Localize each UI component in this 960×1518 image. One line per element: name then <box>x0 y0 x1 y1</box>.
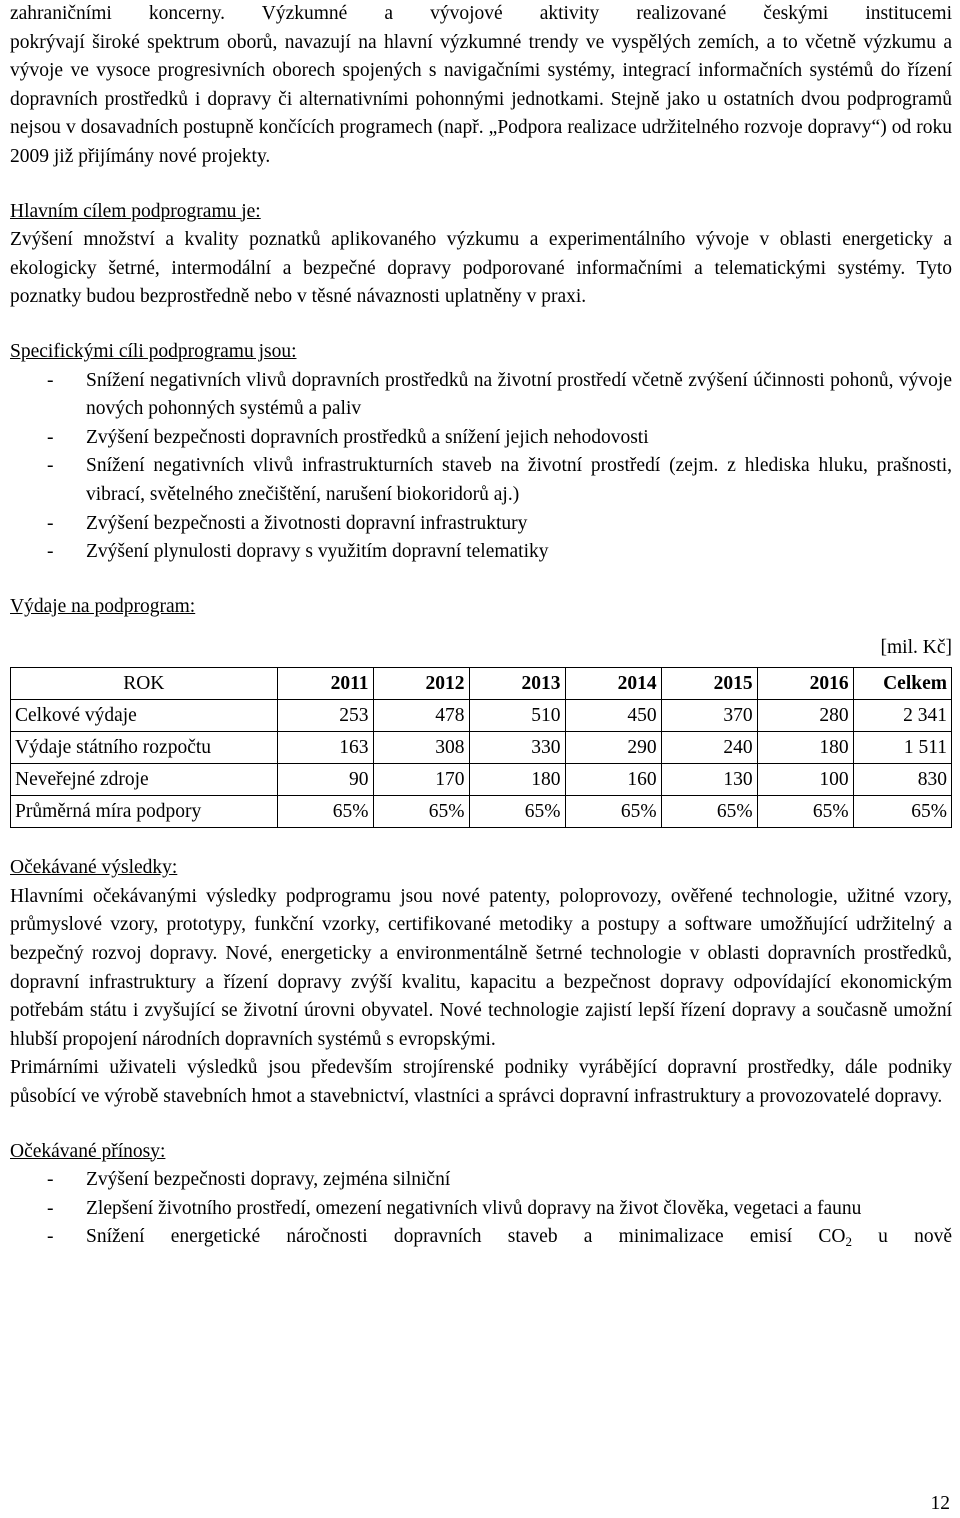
table-cell: Průměrná míra podpory <box>11 796 278 828</box>
table-cell: 450 <box>565 700 661 732</box>
table-cell: 65% <box>469 796 565 828</box>
table-cell: 290 <box>565 732 661 764</box>
table-cell: 180 <box>469 764 565 796</box>
table-header-cell: 2012 <box>373 668 469 700</box>
table-header-cell: ROK <box>11 668 278 700</box>
document-page <box>10 0 952 1252</box>
list-item-text: Snížení negativních vlivů infrastrukturních staveb na životní prostředí (zejm. z hlediska hluku, prašnosti, vibrací, světelného znečištění, narušení biokoridorů aj.) <box>86 455 952 505</box>
specific-goals-heading: Specifickými cíli podprogramu jsou: <box>10 340 297 362</box>
list-item <box>10 1195 952 1224</box>
benefits-heading: Očekávané přínosy: <box>10 1140 166 1162</box>
main-goal-heading: Hlavním cílem podprogramu je: <box>10 200 261 222</box>
page-number: 12 <box>930 1493 950 1514</box>
list-item-tail: u nově <box>851 1226 953 1248</box>
subscript-text: 2 <box>845 1234 852 1250</box>
dash-marker: - <box>47 1226 54 1248</box>
table-header-cell: 2015 <box>661 668 757 700</box>
table-row <box>11 700 952 732</box>
list-item-text: Snížení energetické náročnosti dopravních staveb a minimalizace emisí CO <box>86 1226 846 1248</box>
table-cell: Neveřejné zdroje <box>11 764 278 796</box>
intro-first-line: zahraničními koncerny. Výzkumné a vývojové aktivity realizované českými institucemi <box>10 3 952 24</box>
table-cell: 370 <box>661 700 757 732</box>
table-header-cell: 2014 <box>565 668 661 700</box>
table-cell: 160 <box>565 764 661 796</box>
list-item <box>10 367 952 424</box>
table-header-cell: Celkem <box>853 668 951 700</box>
table-cell: 510 <box>469 700 565 732</box>
intro-paragraph: pokrývají široké spektrum oborů, navazují na hlavní výzkumné trendy ve vyspělých zemích, a to včetně výzkumu a vývoje ve vysoce progresivních oborech spojených s navigačními systémy, integrací informačních systémů do řízení dopravních prostředků i dopravy či alternativními pohonnými jednotkami. Stejně jako u ostatních dvou podprogramů nejsou v dosavadních postupně končících programech (např. „Podpora realizace udržitelného rozvoje dopravy“) od roku 2009 již přijímány nové projekty. <box>10 31 952 167</box>
results-paragraph-1: Hlavními očekávanými výsledky podprogramu jsou nové patenty, poloprovozy, ověřené technologie, užitné vzory, průmyslové vzory, prototypy, funkční vzorky, certifikované metodiky a postupy a software umožňující udržitelný a bezpečný rozvoj dopravy. Nové, energeticky a environmentálně šetrné technologie v oblasti dopravních prostředků, dopravní infrastruktury a řízení dopravy zvýší kvalitu, kapacitu a bezpečnost dopravy odpovídající ekonomickým potřebám státu i zvyšující se životní úrovni obyvatel. Nové technologie zajistí lepší řízení dopravy a současně umožní hlubší propojení národních dopravních systémů s evropskými. <box>10 885 952 1050</box>
list-item-text: Zlepšení životního prostředí, omezení negativních vlivů dopravy na život člověka, vegetaci a faunu <box>86 1197 862 1219</box>
table-cell: 130 <box>661 764 757 796</box>
table-row <box>11 732 952 764</box>
dash-marker: - <box>47 1169 54 1191</box>
table-header-row <box>11 668 952 700</box>
table-cell: 100 <box>757 764 853 796</box>
benefits-list <box>10 1166 952 1252</box>
table-cell: 830 <box>853 764 951 796</box>
specific-goals-list <box>10 367 952 567</box>
table-row <box>11 796 952 828</box>
dash-marker: - <box>47 426 54 448</box>
table-cell: Celkové výdaje <box>11 700 278 732</box>
table-cell: 65% <box>565 796 661 828</box>
list-item-text: Zvýšení bezpečnosti dopravních prostředků a snížení jejich nehodovosti <box>86 426 649 448</box>
table-cell: 330 <box>469 732 565 764</box>
budget-heading: Výdaje na podprogram: <box>10 595 196 617</box>
table-cell: 1 511 <box>853 732 951 764</box>
table-header-cell: 2016 <box>757 668 853 700</box>
list-item <box>10 538 952 567</box>
table-header-cell: 2013 <box>469 668 565 700</box>
list-item-text: Snížení negativních vlivů dopravních prostředků na životní prostředí včetně zvýšení účinnosti pohonů, vývoje nových pohonných systémů a paliv <box>86 369 952 420</box>
list-item-text: Zvýšení bezpečnosti dopravy, zejména silniční <box>86 1169 451 1191</box>
dash-marker: - <box>47 369 54 391</box>
table-cell: 90 <box>277 764 373 796</box>
results-heading: Očekávané výsledky: <box>10 857 178 879</box>
table-header-cell: 2011 <box>277 668 373 700</box>
table-cell: 308 <box>373 732 469 764</box>
table-cell: 478 <box>373 700 469 732</box>
list-item-text: Zvýšení plynulosti dopravy s využitím dopravní telematiky <box>86 541 549 563</box>
table-cell: 253 <box>277 700 373 732</box>
dash-marker: - <box>47 1197 54 1219</box>
table-cell: 65% <box>757 796 853 828</box>
table-row <box>11 764 952 796</box>
list-item <box>10 510 952 539</box>
list-item <box>10 452 952 509</box>
table-cell: 163 <box>277 732 373 764</box>
table-cell: 280 <box>757 700 853 732</box>
list-item <box>10 1223 952 1252</box>
list-item <box>10 424 952 453</box>
results-paragraph-2: Primárními uživateli výsledků jsou především strojírenské podniky vyrábějící dopravní prostředky, dále podniky působící ve výrobě stavebních hmot a stavebnictví, vlastníci a správci dopravní infrastruktury a provozovatelé dopravy. <box>10 1057 952 1108</box>
dash-marker: - <box>47 455 54 477</box>
table-cell: 2 341 <box>853 700 951 732</box>
table-cell: Výdaje státního rozpočtu <box>11 732 278 764</box>
main-goal-text: Zvýšení množství a kvality poznatků aplikovaného výzkumu a experimentálního vývoje v oblasti energeticky a ekologicky šetrné, intermodální a bezpečné dopravy podporované informačními a telematickými systémy. Tyto poznatky budou bezprostředně nebo v těsné návaznosti uplatněny v praxi. <box>10 229 952 308</box>
table-cell: 65% <box>373 796 469 828</box>
dash-marker: - <box>47 541 54 563</box>
list-item <box>10 1166 952 1195</box>
table-cell: 65% <box>277 796 373 828</box>
table-cell: 170 <box>373 764 469 796</box>
table-cell: 65% <box>661 796 757 828</box>
table-cell: 180 <box>757 732 853 764</box>
table-cell: 65% <box>853 796 951 828</box>
dash-marker: - <box>47 512 54 534</box>
budget-table <box>10 667 952 828</box>
list-item-text: Zvýšení bezpečnosti a životnosti dopravní infrastruktury <box>86 512 528 534</box>
budget-unit: [mil. Kč] <box>880 637 952 659</box>
table-cell: 240 <box>661 732 757 764</box>
